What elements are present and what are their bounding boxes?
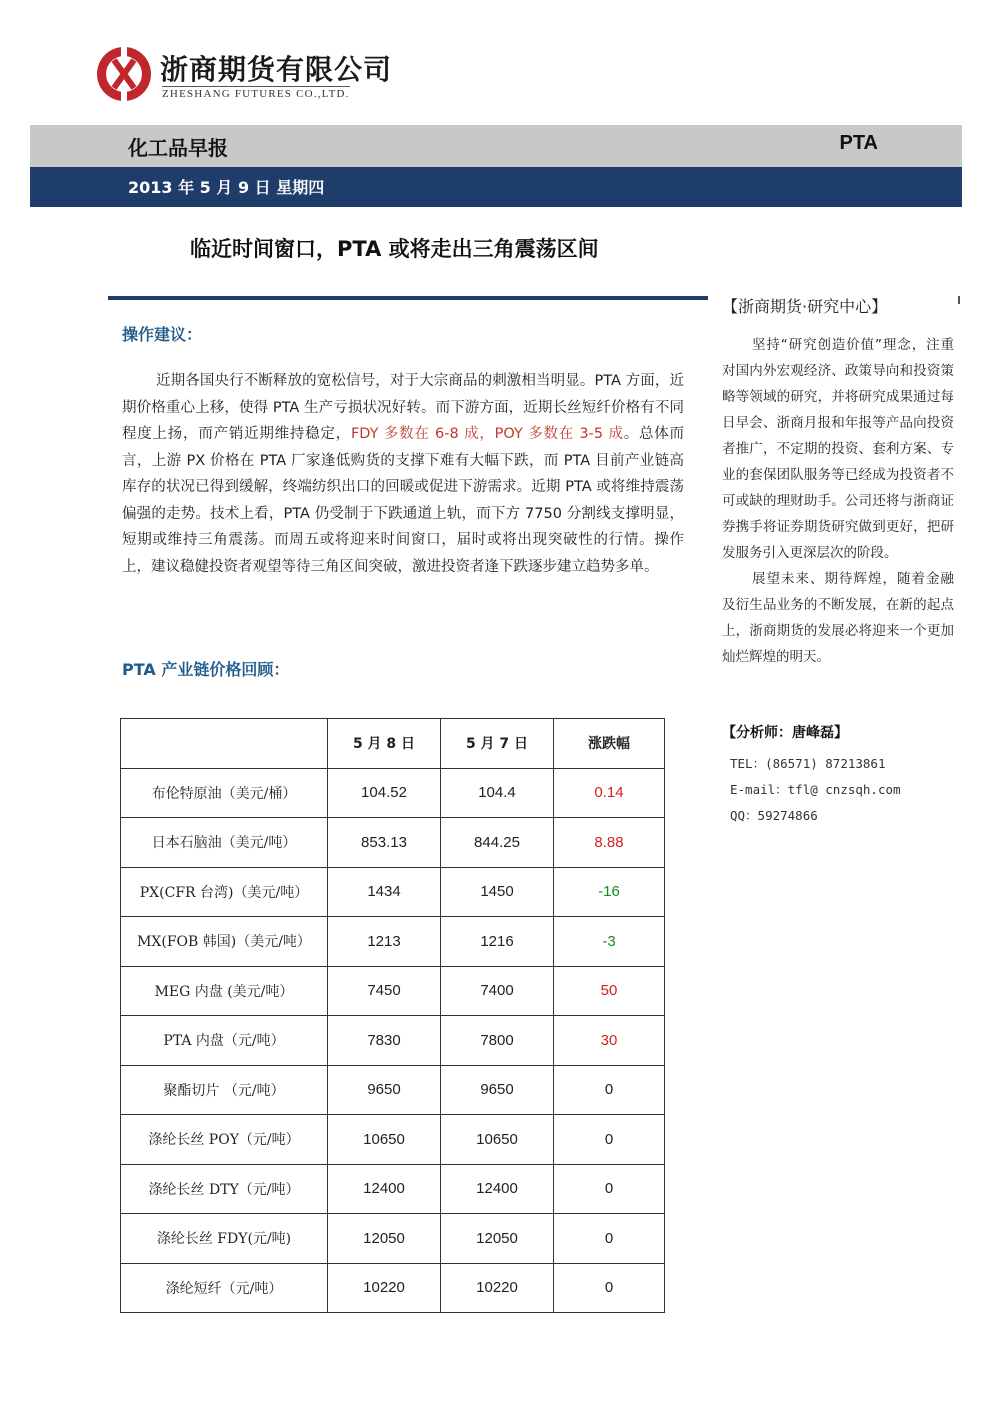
row-item-name: 聚酯切片 （元/吨） — [121, 1065, 328, 1115]
row-may8-value: 10220 — [328, 1263, 441, 1313]
row-change-value: 30 — [554, 1016, 665, 1066]
research-center-intro — [722, 332, 954, 670]
table-row — [121, 917, 665, 967]
company-logo — [96, 44, 396, 108]
row-may7-value: 1216 — [441, 917, 554, 967]
row-may7-value: 12400 — [441, 1164, 554, 1214]
row-item-name: PTA 内盘（元/吨） — [121, 1016, 328, 1066]
row-may8-value: 12400 — [328, 1164, 441, 1214]
row-may7-value: 104.4 — [441, 768, 554, 818]
row-change-value: 8.88 — [554, 818, 665, 868]
row-item-name: PX(CFR 台湾)（美元/吨） — [121, 867, 328, 917]
row-may7-value: 1450 — [441, 867, 554, 917]
headline: 临近时间窗口，PTA 或将走出三角震荡区间 — [190, 237, 599, 261]
price-table — [120, 718, 665, 1313]
row-change-value: 0 — [554, 1263, 665, 1313]
analyst-name: 【分析师：唐峰磊】 — [722, 725, 848, 741]
row-may7-value: 10650 — [441, 1115, 554, 1165]
row-change-value: 0 — [554, 1214, 665, 1264]
table-row — [121, 1065, 665, 1115]
date-band — [30, 167, 962, 207]
analyst-qq: QQ：59274866 — [730, 808, 818, 823]
header-cell-may8: 5 月 8 日 — [328, 719, 441, 769]
report-date: 2013 年 5 月 9 日 星期四 — [128, 178, 325, 197]
row-item-name: 涤纶长丝 DTY（元/吨） — [121, 1164, 328, 1214]
table-row — [121, 818, 665, 868]
sidebar-corner-mark — [958, 296, 960, 304]
row-may8-value: 7450 — [328, 966, 441, 1016]
company-name-cn: 浙商期货有限公司 — [160, 53, 393, 86]
table-row — [121, 1115, 665, 1165]
row-change-value: 50 — [554, 966, 665, 1016]
header-cell-item — [121, 719, 328, 769]
report-title-band — [30, 125, 962, 167]
row-item-name: MEG 内盘 (美元/吨） — [121, 966, 328, 1016]
table-row — [121, 966, 665, 1016]
advice-text-part-1: 近期各国央行不断释放的宽松信号，对于大宗商品的刺激相当明显。PTA 方面，近期价格重心上移，使得 PTA 生产亏损状况好转。而下游方面，近期长丝短纤价格有不同程度上扬，而产销近期维持稳定， — [122, 373, 684, 442]
row-may8-value: 1434 — [328, 867, 441, 917]
row-item-name: 涤纶长丝 FDY(元/吨) — [121, 1214, 328, 1264]
row-item-name: 布伦特原油（美元/桶） — [121, 768, 328, 818]
table-row — [121, 867, 665, 917]
row-may7-value: 9650 — [441, 1065, 554, 1115]
row-change-value: 0 — [554, 1164, 665, 1214]
row-may8-value: 7830 — [328, 1016, 441, 1066]
table-row — [121, 1016, 665, 1066]
advice-title: 操作建议： — [122, 325, 203, 344]
row-change-value: -3 — [554, 917, 665, 967]
advice-text-part-2: 。总体而言，上游 PX 价格在 PTA 厂家逢低购货的支撑下难有大幅下跌，而 PTA 目前产业链高库存的状况已得到缓解，终端纺织出口的回暖或促进下游需求。近期 PTA 或将维持震荡偏强的走势。技术上看，PTA 仍受制于下跌通道上轨，而下方 7750 分割线支撑明显，短期或维持三角震荡。而周五或将迎来时间窗口，届时或将出现突破性的行情。操作上，建议稳健投资者观望等待三角区间突破，激进投资者逢下跌逐步建立趋势多单。 — [122, 426, 685, 575]
advice-paragraph — [122, 368, 684, 580]
row-item-name: 日本石脑油（美元/吨） — [121, 818, 328, 868]
row-change-value: -16 — [554, 867, 665, 917]
row-may8-value: 12050 — [328, 1214, 441, 1264]
table-header-row — [121, 719, 665, 769]
headline-divider — [108, 296, 708, 300]
row-may7-value: 7800 — [441, 1016, 554, 1066]
table-title: PTA 产业链价格回顾： — [122, 660, 290, 679]
research-center-heading: 【浙商期货·研究中心】 — [722, 297, 888, 316]
row-change-value: 0 — [554, 1115, 665, 1165]
row-item-name: 涤纶长丝 POY（元/吨） — [121, 1115, 328, 1165]
intro-paragraph-1: 坚持“研究创造价值”理念，注重对国内外宏观经济、政策导向和投资策略等领域的研究，并将研究成果通过每日早会、浙商月报和年报等产品向投资者推广，不定期的投资、套利方案、专业的套保团队服务等已经成为投资者不可或缺的理财助手。公司还将与浙商证券携手将证券期货研究做到更好，把研发服务引入更深层次的阶段。 — [722, 337, 954, 561]
table-row — [121, 1263, 665, 1313]
analyst-tel: TEL：(86571) 87213861 — [730, 756, 886, 771]
row-may8-value: 104.52 — [328, 768, 441, 818]
advice-text-highlight: FDY 多数在 6-8 成，POY 多数在 3-5 成 — [350, 426, 624, 442]
header-cell-may7: 5 月 7 日 — [441, 719, 554, 769]
row-may8-value: 1213 — [328, 917, 441, 967]
row-may7-value: 12050 — [441, 1214, 554, 1264]
row-may7-value: 7400 — [441, 966, 554, 1016]
header-cell-change: 涨跌幅 — [554, 719, 665, 769]
row-may7-value: 10220 — [441, 1263, 554, 1313]
table-row — [121, 768, 665, 818]
company-name-en: ZHESHANG FUTURES CO.,LTD. — [162, 88, 350, 100]
product-code: PTA — [839, 132, 878, 154]
company-logo-icon — [96, 46, 152, 102]
table-row — [121, 1214, 665, 1264]
row-change-value: 0 — [554, 1065, 665, 1115]
row-change-value: 0.14 — [554, 768, 665, 818]
row-item-name: MX(FOB 韩国)（美元/吨） — [121, 917, 328, 967]
row-may8-value: 853.13 — [328, 818, 441, 868]
report-title: 化工品早报 — [128, 136, 228, 160]
row-may8-value: 9650 — [328, 1065, 441, 1115]
row-may8-value: 10650 — [328, 1115, 441, 1165]
row-may7-value: 844.25 — [441, 818, 554, 868]
intro-paragraph-2: 展望未来、期待辉煌，随着金融及衍生品业务的不断发展，在新的起点上，浙商期货的发展必将迎来一个更加灿烂辉煌的明天。 — [722, 571, 954, 665]
row-item-name: 涤纶短纤（元/吨） — [121, 1263, 328, 1313]
table-row — [121, 1164, 665, 1214]
analyst-email: E-mail：tfl@ cnzsqh.com — [730, 782, 901, 797]
